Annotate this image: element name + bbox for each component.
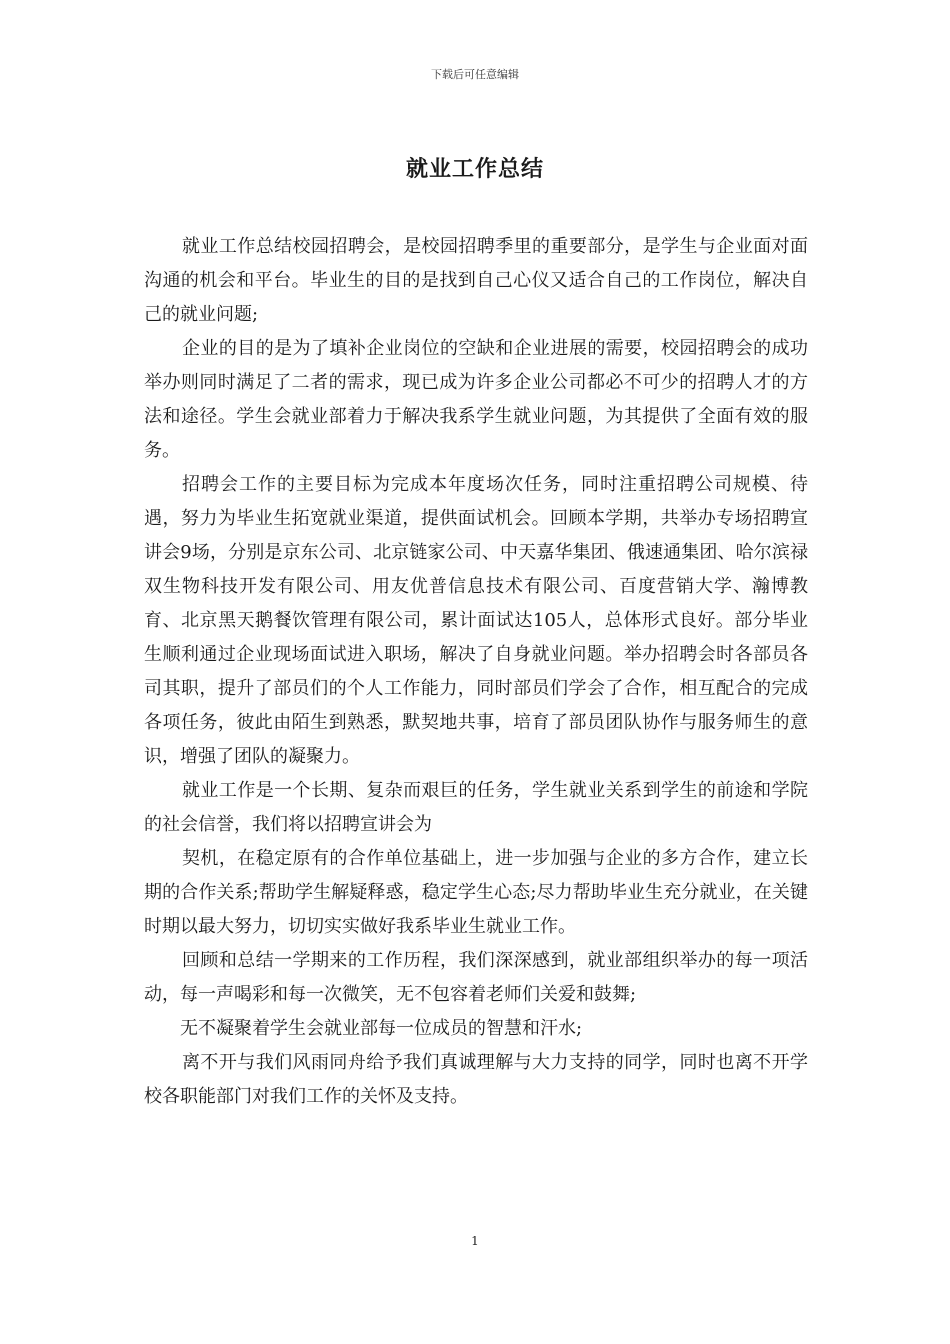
paragraph: 招聘会工作的主要目标为完成本年度场次任务，同时注重招聘公司规模、待遇，努力为毕业生拓宽就业渠道，提供面试机会。回顾本学期，共举办专场招聘宣讲会9场，分别是京东公司、北京链家公司、中天嘉华集团、俄速通集团、哈尔滨禄双生物科技开发有限公司、用友优普信息技术有限公司、百度营销大学、瀚博教育、北京黑天鹅餐饮管理有限公司，累计面试达105人，总体形式良好。部分毕业生顺利通过企业现场面试进入职场，解决了自身就业问题。举办招聘会时各部员各司其职，提升了部员们的个人工作能力，同时部员们学会了合作，相互配合的完成各项任务，彼此由陌生到熟悉，默契地共事，培育了部员团队协作与服务师生的意识，增强了团队的凝聚力。 xyxy=(144,474,808,767)
paragraph: 回顾和总结一学期来的工作历程，我们深深感到，就业部组织举办的每一项活动，每一声喝彩和每一次微笑，无不包容着老师们关爱和鼓舞; xyxy=(144,950,808,1005)
paragraph: 契机，在稳定原有的合作单位基础上，进一步加强与企业的多方合作，建立长期的合作关系;帮助学生解疑释惑，稳定学生心态;尽力帮助毕业生充分就业，在关键时期以最大努力，切切实实做好我系毕业生就业工作。 xyxy=(144,848,808,937)
paragraph: 就业工作总结校园招聘会，是校园招聘季里的重要部分，是学生与企业面对面沟通的机会和平台。毕业生的目的是找到自己心仪又适合自己的工作岗位，解决自己的就业问题; xyxy=(144,236,808,325)
header-note: 下载后可任意编辑 xyxy=(431,68,519,81)
paragraph: 离不开与我们风雨同舟给予我们真诚理解与大力支持的同学，同时也离不开学校各职能部门对我们工作的关怀及支持。 xyxy=(144,1052,808,1107)
document-body xyxy=(144,230,808,1114)
paragraph: 企业的目的是为了填补企业岗位的空缺和企业进展的需要，校园招聘会的成功举办则同时满足了二者的需求，现已成为许多企业公司都必不可少的招聘人才的方法和途径。学生会就业部着力于解决我系学生就业问题，为其提供了全面有效的服务。 xyxy=(144,338,808,461)
page-number: 1 xyxy=(471,1234,479,1248)
paragraph: 无不凝聚着学生会就业部每一位成员的智慧和汗水; xyxy=(180,1018,583,1039)
paragraph: 就业工作是一个长期、复杂而艰巨的任务，学生就业关系到学生的前途和学院的社会信誉，我们将以招聘宣讲会为 xyxy=(144,780,808,835)
document-title: 就业工作总结 xyxy=(405,157,544,182)
